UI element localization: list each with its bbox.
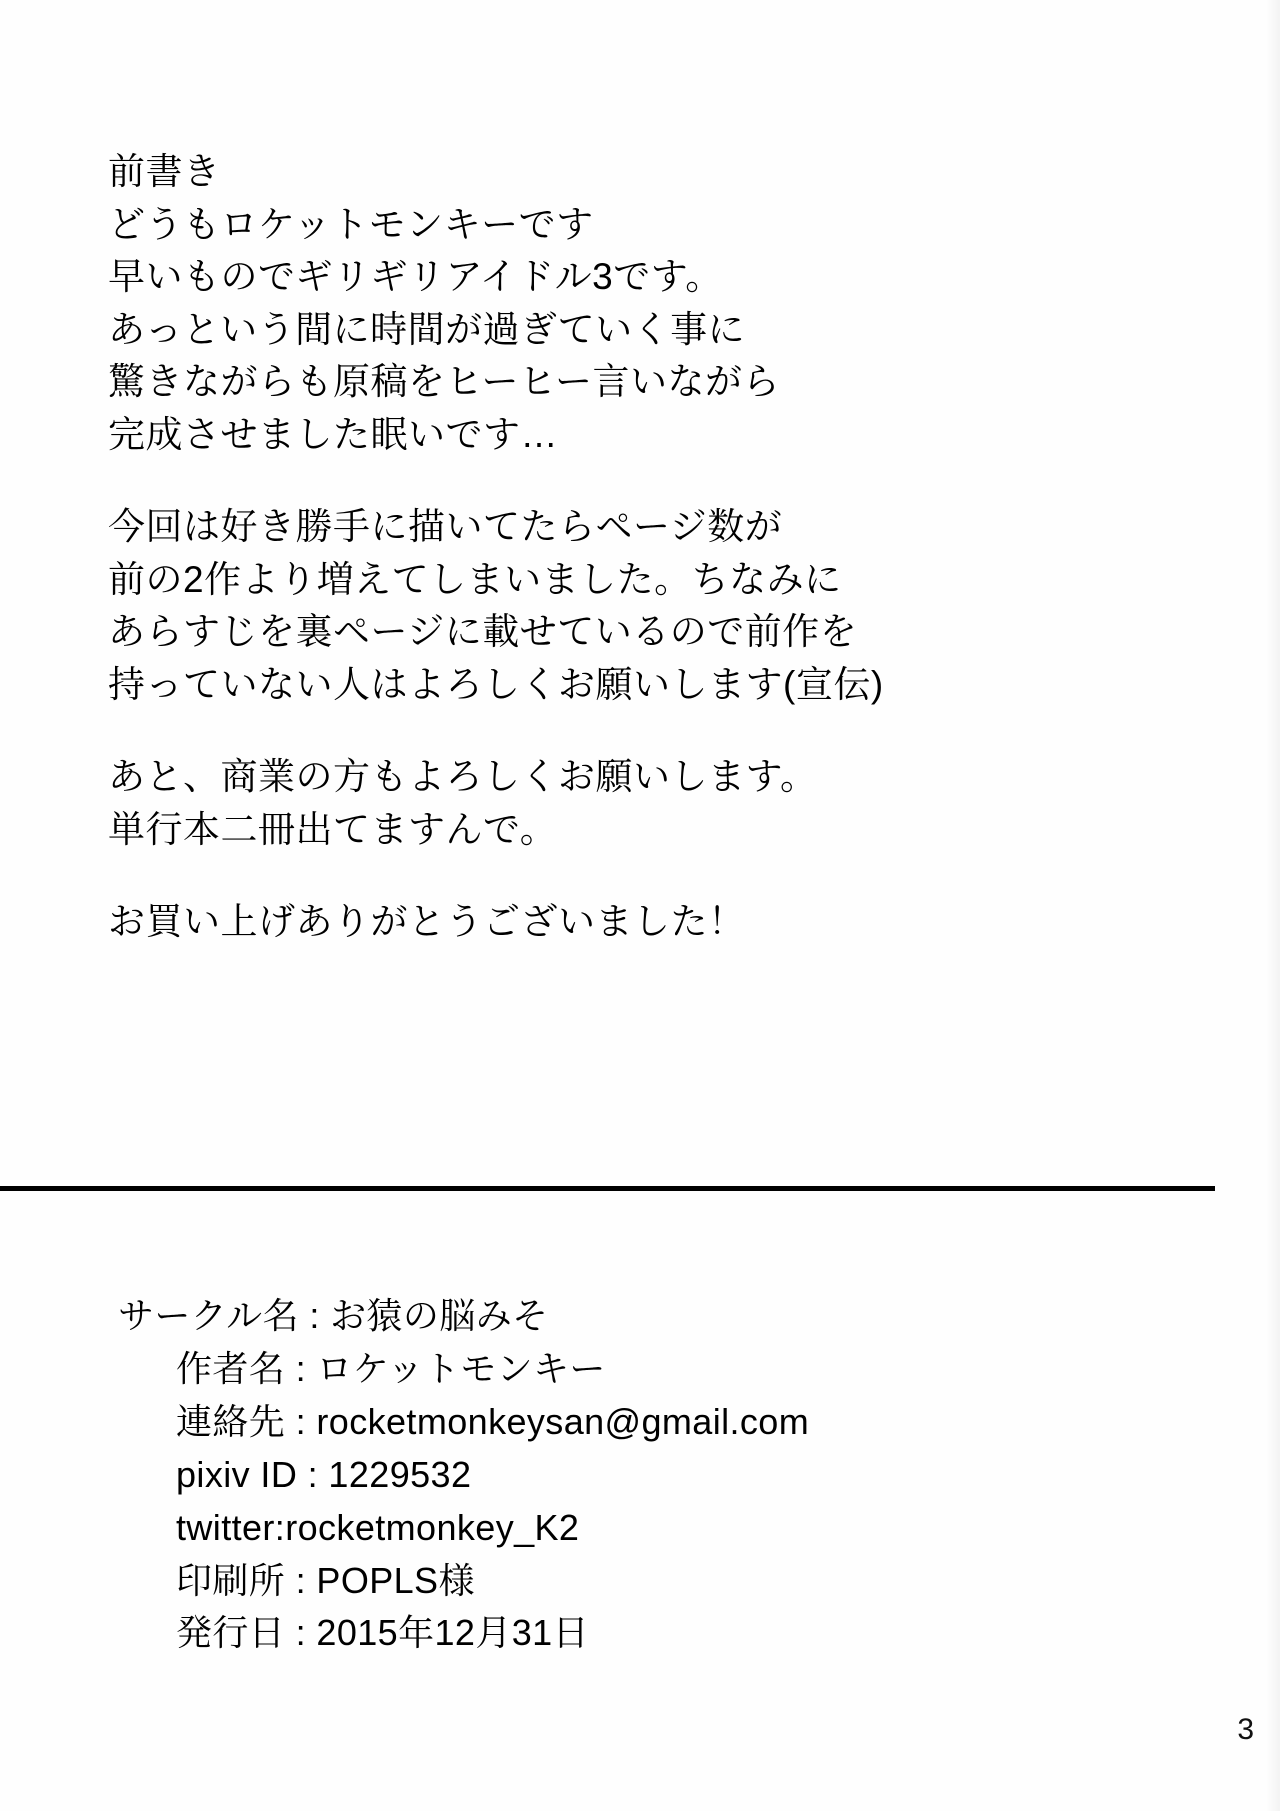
afterword-paragraph [108,146,1108,461]
colophon-printer: 印刷所 : POPLS様 [176,1559,475,1601]
afterword-line: 今回は好き勝手に描いてたらページ数が [108,506,783,548]
afterword-paragraph [108,501,1108,711]
colophon-publish-date: 発行日 : 2015年12月31日 [176,1612,589,1654]
scan-edge-shadow [1266,0,1280,1811]
afterword-paragraph [108,896,1108,949]
afterword-line: あらすじを裏ページに載せているので前作を [108,611,858,653]
colophon-section [118,1290,1148,1660]
colophon-twitter-handle: twitter:rocketmonkey_K2 [176,1506,580,1548]
colophon-circle-name: サークル名 : お猿の脳みそ [118,1295,549,1336]
afterword-line: 完成させました眠いです… [108,413,558,455]
afterword-line: 早いものでギリギリアイドル3です。 [108,256,723,298]
page-number: 3 [1237,1713,1254,1746]
afterword-line: どうもロケットモンキーです [108,203,594,245]
afterword-line: 単行本二冊出てますんで。 [108,808,558,850]
afterword-line: 前の2作より増えてしまいました。ちなみに [108,558,842,600]
afterword-line: お買い上げありがとうございました！ [108,901,746,943]
afterword-line: 持っていない人はよろしくお願いします(宣伝) [108,663,884,705]
section-divider [0,1186,1215,1191]
colophon-contact-email: 連絡先 : rocketmonkeysan@gmail.com [176,1400,810,1442]
afterword-line: あっという間に時間が過ぎていく事に [108,308,746,350]
afterword-line: あと、商業の方もよろしくお願いします。 [108,756,818,798]
afterword-section [108,146,1108,949]
colophon-pixiv-id: pixiv ID : 1229532 [176,1453,472,1495]
afterword-paragraph [108,751,1108,856]
afterword-line: 驚きながらも原稿をヒーヒー言いながら [108,361,781,403]
colophon-author-name: 作者名 : ロケットモンキー [176,1347,606,1389]
afterword-line: 前書き [108,151,221,192]
